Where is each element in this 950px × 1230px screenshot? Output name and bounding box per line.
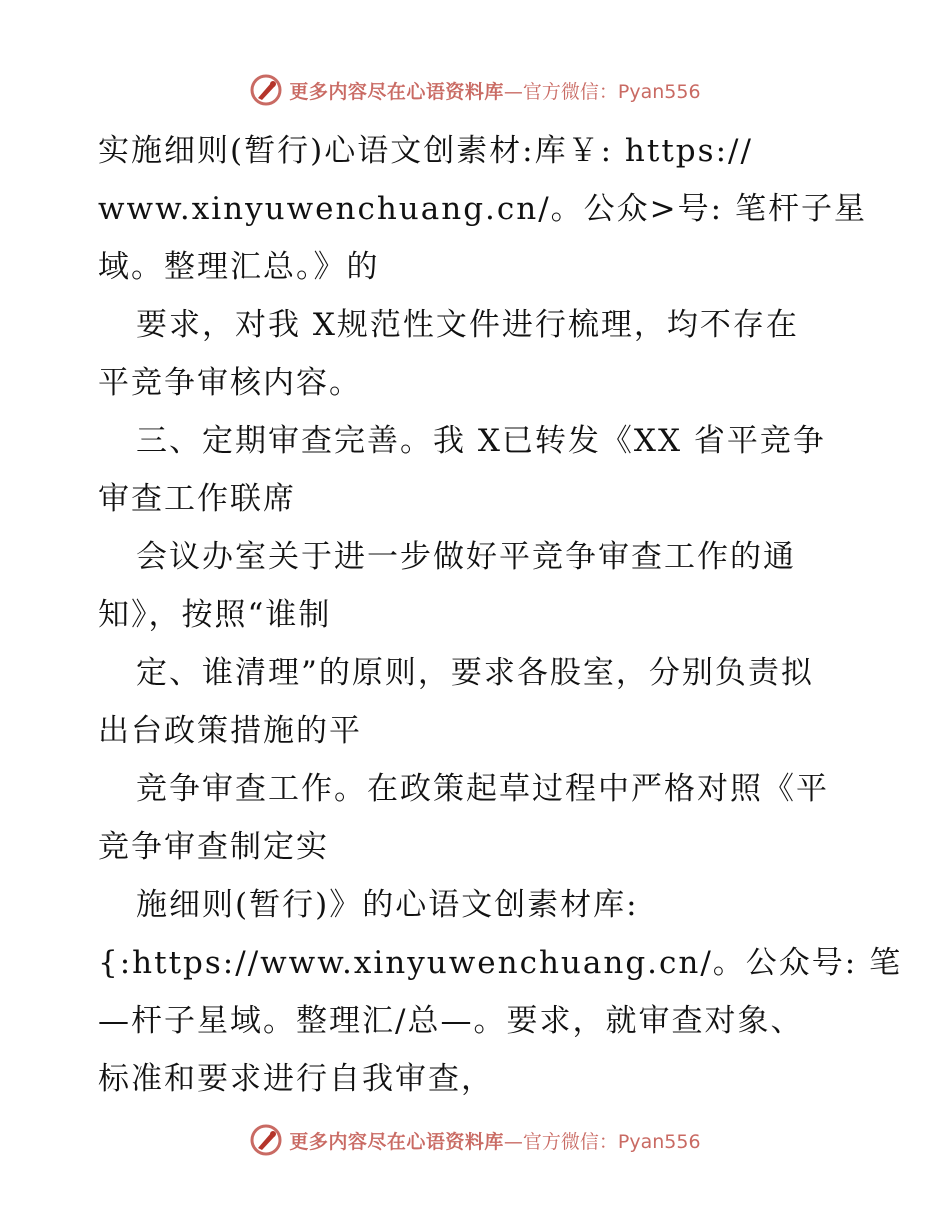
footer-watermark-banner xyxy=(0,1122,950,1158)
text-line: 知》，按照“谁制 xyxy=(98,597,332,633)
text-line: 施细则(暂行)》的心语文创素材库: xyxy=(136,887,639,923)
text-line: 三、定期审查完善。我 X已转发《XX 省平竞争 xyxy=(136,423,826,459)
banner-suffix: —官方微信：Pyan556 xyxy=(503,80,701,103)
text-line: www.xinyuwenchuang.cn/。公众>号: 笔杆子星 xyxy=(98,191,867,227)
header-watermark-banner xyxy=(0,72,950,108)
text-line: 标准和要求进行自我审查， xyxy=(98,1061,494,1097)
text-line: 竞争审查工作。在政策起草过程中严格对照《平 xyxy=(136,771,829,807)
text-line: 审查工作联席 xyxy=(98,481,296,517)
text-line: {:https://www.xinyuwenchuang.cn/。公众号: 笔 xyxy=(98,945,903,981)
text-line: 竞争审查制定实 xyxy=(98,829,329,865)
text-line: 要求，对我 X规范性文件进行梳理，均不存在 xyxy=(136,307,799,343)
banner-text: 更多内容尽在心语资料库 xyxy=(289,1130,504,1153)
text-line: 平竞争审核内容。 xyxy=(98,365,362,401)
pen-seal-logo-icon xyxy=(249,1123,283,1157)
text-line: 实施细则(暂行)心语文创素材:库￥: https:// xyxy=(98,133,753,169)
text-line: 域。整理汇总。》的 xyxy=(98,249,380,285)
pen-seal-logo-icon xyxy=(249,73,283,107)
banner-text: 更多内容尽在心语资料库 xyxy=(289,80,504,103)
text-line: 定、谁清理”的原则，要求各股室，分别负责拟 xyxy=(136,655,814,691)
banner-suffix: —官方微信：Pyan556 xyxy=(503,1130,701,1153)
text-line: —杆子星域。整理汇/总—。要求，就审查对象、 xyxy=(98,1003,804,1039)
text-line: 出台政策措施的平 xyxy=(98,713,362,749)
text-line: 会议办室关于进一步做好平竞争审查工作的通 xyxy=(136,539,796,575)
document-body xyxy=(98,122,903,1108)
